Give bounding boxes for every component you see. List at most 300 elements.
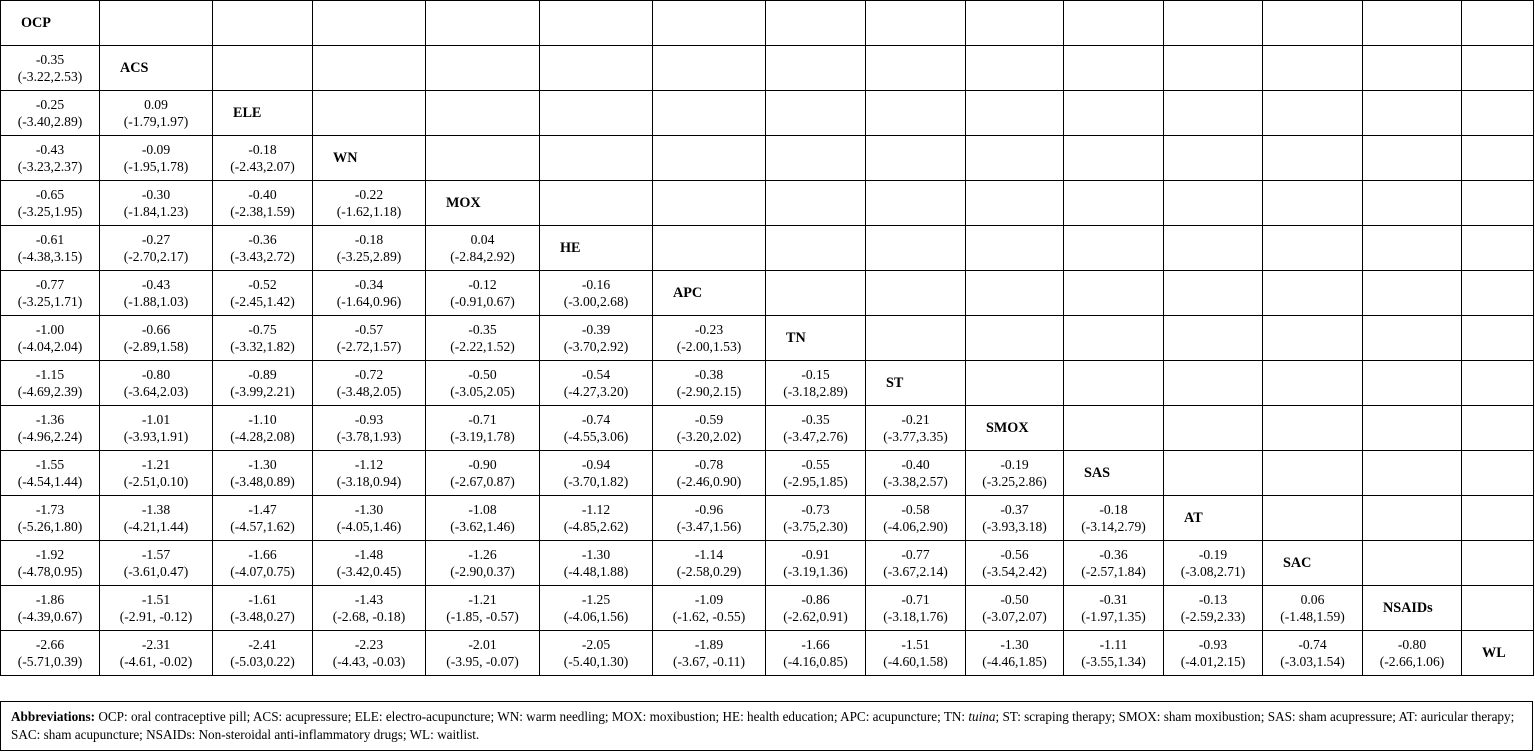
- abbreviations-label: Abbreviations:: [11, 709, 96, 724]
- confidence-interval: (-5.40,1.30): [563, 654, 629, 669]
- comparison-cell: [100, 181, 213, 226]
- confidence-interval: (-2.51,0.10): [123, 474, 189, 489]
- confidence-interval: (-3.70,2.92): [563, 339, 629, 354]
- comparison-cell: [100, 451, 213, 496]
- comparison-cell: [866, 451, 966, 496]
- effect-estimate: -0.43: [141, 277, 171, 292]
- empty-cell: [100, 1, 213, 46]
- confidence-interval: (-3.07,2.07): [982, 609, 1047, 624]
- empty-cell: [766, 46, 866, 91]
- effect-estimate: -1.10: [248, 412, 277, 427]
- empty-cell: [1363, 91, 1462, 136]
- effect-estimate: -0.37: [1000, 502, 1029, 517]
- comparison-cell: [213, 406, 313, 451]
- comparison-cell: [1, 586, 100, 631]
- effect-estimate: -0.18: [354, 232, 384, 247]
- abbreviations-note: [0, 701, 1533, 751]
- confidence-interval: (-3.25,2.86): [982, 474, 1047, 489]
- comparison-cell: [1164, 541, 1263, 586]
- confidence-interval: (-3.03,1.54): [1280, 654, 1345, 669]
- empty-cell: [1164, 316, 1263, 361]
- effect-estimate: -0.94: [581, 457, 611, 472]
- confidence-interval: (-2.57,1.84): [1081, 564, 1146, 579]
- confidence-interval: (-3.64,2.03): [123, 384, 189, 399]
- empty-cell: [426, 136, 540, 181]
- confidence-interval: (-5.26,1.80): [17, 519, 83, 534]
- effect-estimate: -1.47: [248, 502, 277, 517]
- comparison-cell: [653, 451, 766, 496]
- confidence-interval: (-2.62,0.91): [783, 609, 848, 624]
- empty-cell: [1164, 406, 1263, 451]
- comparison-cell: [966, 586, 1064, 631]
- confidence-interval: (-2.90,0.37): [450, 564, 515, 579]
- confidence-interval: (-4.43, -0.03): [332, 654, 406, 669]
- empty-cell: [1164, 226, 1263, 271]
- confidence-interval: (-3.05,2.05): [450, 384, 515, 399]
- empty-cell: [1064, 136, 1164, 181]
- comparison-cell: [1064, 631, 1164, 676]
- comparison-cell: [100, 541, 213, 586]
- confidence-interval: (-3.25,2.89): [336, 249, 402, 264]
- table-row: [1, 271, 1534, 316]
- empty-cell: [1462, 1, 1534, 46]
- comparison-cell: [766, 586, 866, 631]
- comparison-cell: [1, 91, 100, 136]
- empty-cell: [1363, 406, 1462, 451]
- comparison-cell: [426, 271, 540, 316]
- treatment-label: OCP: [1, 1, 100, 46]
- empty-cell: [540, 91, 653, 136]
- confidence-interval: (-1.84,1.23): [123, 204, 189, 219]
- confidence-interval: (-2.84,2.92): [450, 249, 515, 264]
- confidence-interval: (-3.93,3.18): [982, 519, 1047, 534]
- confidence-interval: (-2.89,1.58): [123, 339, 189, 354]
- confidence-interval: (-3.32,1.82): [230, 339, 295, 354]
- empty-cell: [1462, 91, 1534, 136]
- empty-cell: [1164, 46, 1263, 91]
- confidence-interval: (-2.43,2.07): [230, 159, 295, 174]
- confidence-interval: (-1.85, -0.57): [446, 609, 519, 624]
- comparison-cell: [213, 271, 313, 316]
- effect-estimate: -0.35: [801, 412, 830, 427]
- confidence-interval: (-3.08,2.71): [1180, 564, 1246, 579]
- effect-estimate: -0.72: [354, 367, 384, 382]
- empty-cell: [1263, 136, 1363, 181]
- effect-estimate: -0.31: [1099, 592, 1128, 607]
- empty-cell: [1363, 181, 1462, 226]
- comparison-cell: [313, 226, 426, 271]
- confidence-interval: (-4.96,2.24): [17, 429, 83, 444]
- empty-cell: [966, 46, 1064, 91]
- effect-estimate: -1.25: [581, 592, 611, 607]
- effect-estimate: -0.15: [801, 367, 830, 382]
- table-row: [1, 91, 1534, 136]
- confidence-interval: (-3.62,1.46): [450, 519, 515, 534]
- empty-cell: [1064, 91, 1164, 136]
- effect-estimate: -1.43: [354, 592, 384, 607]
- effect-estimate: -0.30: [141, 187, 171, 202]
- treatment-label: WN: [313, 136, 426, 181]
- empty-cell: [1263, 406, 1363, 451]
- confidence-interval: (-4.55,3.06): [563, 429, 629, 444]
- confidence-interval: (-4.05,1.46): [336, 519, 402, 534]
- treatment-label: MOX: [426, 181, 540, 226]
- empty-cell: [426, 1, 540, 46]
- confidence-interval: (-1.64,0.96): [336, 294, 402, 309]
- confidence-interval: (-3.55,1.34): [1081, 654, 1146, 669]
- table-row: [1, 451, 1534, 496]
- comparison-cell: [213, 316, 313, 361]
- comparison-cell: [100, 316, 213, 361]
- empty-cell: [1263, 226, 1363, 271]
- empty-cell: [1363, 361, 1462, 406]
- empty-cell: [1263, 271, 1363, 316]
- confidence-interval: (-2.67,0.87): [450, 474, 515, 489]
- treatment-label: ACS: [100, 46, 213, 91]
- empty-cell: [1363, 46, 1462, 91]
- treatment-label: SMOX: [966, 406, 1064, 451]
- confidence-interval: (-2.46,0.90): [676, 474, 742, 489]
- empty-cell: [540, 136, 653, 181]
- empty-cell: [540, 46, 653, 91]
- effect-estimate: -0.35: [35, 52, 65, 67]
- empty-cell: [966, 136, 1064, 181]
- empty-cell: [1164, 91, 1263, 136]
- empty-cell: [1363, 541, 1462, 586]
- comparison-cell: [1, 631, 100, 676]
- confidence-interval: (-3.75,2.30): [783, 519, 848, 534]
- empty-cell: [653, 91, 766, 136]
- empty-cell: [1363, 316, 1462, 361]
- effect-estimate: -1.86: [35, 592, 65, 607]
- comparison-cell: [313, 541, 426, 586]
- comparison-cell: [100, 496, 213, 541]
- empty-cell: [1462, 226, 1534, 271]
- empty-cell: [1462, 316, 1534, 361]
- effect-estimate: -0.40: [248, 187, 277, 202]
- effect-estimate: -0.73: [801, 502, 830, 517]
- confidence-interval: (-3.48,2.05): [336, 384, 402, 399]
- effect-estimate: -1.26: [468, 547, 497, 562]
- comparison-cell: [100, 136, 213, 181]
- comparison-cell: [213, 496, 313, 541]
- comparison-cell: [213, 451, 313, 496]
- comparison-cell: [213, 361, 313, 406]
- comparison-cell: [1263, 631, 1363, 676]
- empty-cell: [1064, 406, 1164, 451]
- empty-cell: [313, 46, 426, 91]
- effect-estimate: 0.06: [1300, 592, 1325, 607]
- comparison-cell: [653, 541, 766, 586]
- empty-cell: [1263, 496, 1363, 541]
- treatment-label: AT: [1164, 496, 1263, 541]
- table-row: [1, 226, 1534, 271]
- confidence-interval: (-1.62,1.18): [336, 204, 402, 219]
- comparison-cell: [426, 586, 540, 631]
- empty-cell: [866, 1, 966, 46]
- confidence-interval: (-4.61, -0.02): [119, 654, 193, 669]
- empty-cell: [966, 226, 1064, 271]
- confidence-interval: (-4.04,2.04): [17, 339, 83, 354]
- confidence-interval: (-2.90,2.15): [676, 384, 742, 399]
- empty-cell: [1164, 181, 1263, 226]
- effect-estimate: -0.58: [901, 502, 930, 517]
- confidence-interval: (-0.91,0.67): [450, 294, 515, 309]
- comparison-cell: [100, 406, 213, 451]
- effect-estimate: -2.66: [35, 637, 65, 652]
- empty-cell: [1263, 451, 1363, 496]
- confidence-interval: (-3.77,3.35): [883, 429, 948, 444]
- effect-estimate: -1.09: [694, 592, 724, 607]
- comparison-cell: [313, 406, 426, 451]
- confidence-interval: (-3.18,0.94): [336, 474, 402, 489]
- comparison-cell: [1, 361, 100, 406]
- empty-cell: [966, 316, 1064, 361]
- confidence-interval: (-2.68, -0.18): [332, 609, 406, 624]
- comparison-cell: [1164, 631, 1263, 676]
- empty-cell: [966, 361, 1064, 406]
- treatment-label: WL: [1462, 631, 1534, 676]
- effect-estimate: -0.57: [354, 322, 384, 337]
- empty-cell: [540, 181, 653, 226]
- comparison-cell: [426, 631, 540, 676]
- effect-estimate: -2.05: [581, 637, 611, 652]
- empty-cell: [1263, 46, 1363, 91]
- confidence-interval: (-3.70,1.82): [563, 474, 629, 489]
- confidence-interval: (-4.28,2.08): [230, 429, 295, 444]
- effect-estimate: -0.78: [694, 457, 724, 472]
- comparison-cell: [426, 226, 540, 271]
- confidence-interval: (-3.14,2.79): [1081, 519, 1146, 534]
- confidence-interval: (-2.91, -0.12): [119, 609, 193, 624]
- treatment-label: SAS: [1064, 451, 1164, 496]
- effect-estimate: -0.13: [1198, 592, 1228, 607]
- confidence-interval: (-5.03,0.22): [230, 654, 295, 669]
- confidence-interval: (-3.47,2.76): [783, 429, 848, 444]
- effect-estimate: -1.30: [1000, 637, 1029, 652]
- treatment-label: HE: [540, 226, 653, 271]
- effect-estimate: -0.74: [581, 412, 611, 427]
- empty-cell: [1462, 361, 1534, 406]
- empty-cell: [1462, 136, 1534, 181]
- comparison-cell: [213, 136, 313, 181]
- effect-estimate: -1.30: [354, 502, 384, 517]
- comparison-cell: [653, 496, 766, 541]
- comparison-cell: [766, 406, 866, 451]
- empty-cell: [1064, 361, 1164, 406]
- comparison-cell: [313, 181, 426, 226]
- confidence-interval: (-3.19,1.36): [783, 564, 848, 579]
- empty-cell: [1462, 46, 1534, 91]
- effect-estimate: -0.19: [1000, 457, 1029, 472]
- empty-cell: [426, 46, 540, 91]
- comparison-cell: [766, 541, 866, 586]
- effect-estimate: -0.09: [141, 142, 171, 157]
- comparison-cell: [866, 406, 966, 451]
- comparison-cell: [766, 496, 866, 541]
- comparison-cell: [1, 316, 100, 361]
- effect-estimate: -1.01: [141, 412, 171, 427]
- empty-cell: [1363, 1, 1462, 46]
- comparison-cell: [1, 181, 100, 226]
- empty-cell: [1064, 181, 1164, 226]
- effect-estimate: -1.21: [141, 457, 171, 472]
- effect-estimate: -2.41: [248, 637, 277, 652]
- effect-estimate: -0.75: [248, 322, 277, 337]
- effect-estimate: -0.59: [694, 412, 724, 427]
- confidence-interval: (-3.18,1.76): [883, 609, 948, 624]
- comparison-cell: [313, 451, 426, 496]
- effect-estimate: -0.38: [694, 367, 724, 382]
- effect-estimate: -0.93: [354, 412, 384, 427]
- empty-cell: [766, 91, 866, 136]
- comparison-cell: [540, 451, 653, 496]
- confidence-interval: (-4.39,0.67): [17, 609, 83, 624]
- effect-estimate: -0.39: [581, 322, 611, 337]
- effect-estimate: -1.73: [35, 502, 65, 517]
- treatment-label: ELE: [213, 91, 313, 136]
- comparison-cell: [1064, 541, 1164, 586]
- effect-estimate: -0.55: [801, 457, 830, 472]
- effect-estimate: -0.21: [901, 412, 930, 427]
- confidence-interval: (-5.71,0.39): [17, 654, 83, 669]
- comparison-cell: [213, 631, 313, 676]
- confidence-interval: (-4.54,1.44): [17, 474, 83, 489]
- confidence-interval: (-4.21,1.44): [123, 519, 189, 534]
- table-row: [1, 631, 1534, 676]
- empty-cell: [866, 226, 966, 271]
- empty-cell: [1263, 361, 1363, 406]
- effect-estimate: -1.11: [1099, 637, 1128, 652]
- effect-estimate: -1.51: [901, 637, 930, 652]
- empty-cell: [1164, 136, 1263, 181]
- empty-cell: [653, 136, 766, 181]
- comparison-cell: [540, 406, 653, 451]
- empty-cell: [1462, 406, 1534, 451]
- empty-cell: [966, 271, 1064, 316]
- confidence-interval: (-3.67, -0.11): [673, 654, 745, 669]
- comparison-cell: [540, 316, 653, 361]
- empty-cell: [653, 1, 766, 46]
- comparison-cell: [426, 316, 540, 361]
- confidence-interval: (-4.01,2.15): [1180, 654, 1246, 669]
- confidence-interval: (-3.18,2.89): [783, 384, 848, 399]
- empty-cell: [766, 136, 866, 181]
- comparison-cell: [653, 316, 766, 361]
- confidence-interval: (-2.66,1.06): [1379, 654, 1445, 669]
- empty-cell: [866, 181, 966, 226]
- comparison-cell: [866, 541, 966, 586]
- effect-estimate: -0.71: [468, 412, 497, 427]
- empty-cell: [1363, 496, 1462, 541]
- effect-estimate: -0.89: [248, 367, 277, 382]
- confidence-interval: (-1.79,1.97): [123, 114, 189, 129]
- comparison-cell: [100, 361, 213, 406]
- confidence-interval: (-4.78,0.95): [17, 564, 83, 579]
- effect-estimate: -0.66: [141, 322, 171, 337]
- confidence-interval: (-3.78,1.93): [336, 429, 402, 444]
- table-row: [1, 541, 1534, 586]
- empty-cell: [1462, 496, 1534, 541]
- effect-estimate: -0.12: [468, 277, 497, 292]
- comparison-cell: [966, 496, 1064, 541]
- effect-estimate: -1.92: [35, 547, 65, 562]
- confidence-interval: (-1.88,1.03): [123, 294, 189, 309]
- effect-estimate: -0.34: [354, 277, 384, 292]
- effect-estimate: -1.12: [354, 457, 384, 472]
- empty-cell: [966, 181, 1064, 226]
- empty-cell: [866, 136, 966, 181]
- abbreviations-text-2: ; ST: scraping therapy; SMOX: sham moxibustion; SAS: sham acupressure; AT: auricular therapy; SAC: sham acupuncture; NSAIDs: Non-steroidal anti-inflammatory drugs; WL: waitlist.: [11, 709, 1515, 742]
- comparison-cell: [313, 271, 426, 316]
- comparison-cell: [1, 271, 100, 316]
- confidence-interval: (-3.25,1.95): [17, 204, 83, 219]
- effect-estimate: -0.40: [901, 457, 930, 472]
- effect-estimate: -0.36: [248, 232, 277, 247]
- confidence-interval: (-2.38,1.59): [230, 204, 295, 219]
- effect-estimate: -0.93: [1198, 637, 1228, 652]
- confidence-interval: (-2.58,0.29): [676, 564, 742, 579]
- confidence-interval: (-3.42,0.45): [336, 564, 402, 579]
- effect-estimate: -0.77: [35, 277, 65, 292]
- confidence-interval: (-2.45,1.42): [230, 294, 295, 309]
- confidence-interval: (-3.23,2.37): [17, 159, 83, 174]
- confidence-interval: (-4.46,1.85): [982, 654, 1047, 669]
- comparison-cell: [213, 586, 313, 631]
- table-row: [1, 181, 1534, 226]
- comparison-cell: [100, 586, 213, 631]
- comparison-cell: [1263, 586, 1363, 631]
- comparison-cell: [866, 586, 966, 631]
- effect-estimate: -2.31: [141, 637, 171, 652]
- effect-estimate: -1.30: [581, 547, 611, 562]
- comparison-cell: [313, 586, 426, 631]
- effect-estimate: -1.00: [35, 322, 65, 337]
- effect-estimate: -0.71: [901, 592, 930, 607]
- empty-cell: [1064, 1, 1164, 46]
- table-row: [1, 586, 1534, 631]
- effect-estimate: -0.77: [901, 547, 930, 562]
- table-row: [1, 1, 1534, 46]
- treatment-label: NSAIDs: [1363, 586, 1462, 631]
- confidence-interval: (-3.99,2.21): [230, 384, 295, 399]
- effect-estimate: -0.19: [1198, 547, 1228, 562]
- effect-estimate: -0.50: [1000, 592, 1029, 607]
- empty-cell: [1363, 451, 1462, 496]
- confidence-interval: (-4.60,1.58): [883, 654, 948, 669]
- empty-cell: [1164, 1, 1263, 46]
- empty-cell: [1064, 226, 1164, 271]
- comparison-cell: [213, 181, 313, 226]
- table-row: [1, 406, 1534, 451]
- comparison-cell: [540, 586, 653, 631]
- effect-estimate: -0.23: [694, 322, 724, 337]
- comparison-cell: [766, 631, 866, 676]
- confidence-interval: (-2.00,1.53): [676, 339, 742, 354]
- effect-estimate: -2.23: [354, 637, 384, 652]
- confidence-interval: (-2.72,1.57): [336, 339, 402, 354]
- comparison-cell: [426, 496, 540, 541]
- comparison-cell: [100, 226, 213, 271]
- effect-estimate: -0.80: [1397, 637, 1427, 652]
- treatment-label: SAC: [1263, 541, 1363, 586]
- comparison-cell: [1363, 631, 1462, 676]
- empty-cell: [766, 181, 866, 226]
- effect-estimate: -1.48: [354, 547, 384, 562]
- table-row: [1, 316, 1534, 361]
- confidence-interval: (-3.48,0.27): [230, 609, 295, 624]
- empty-cell: [1462, 451, 1534, 496]
